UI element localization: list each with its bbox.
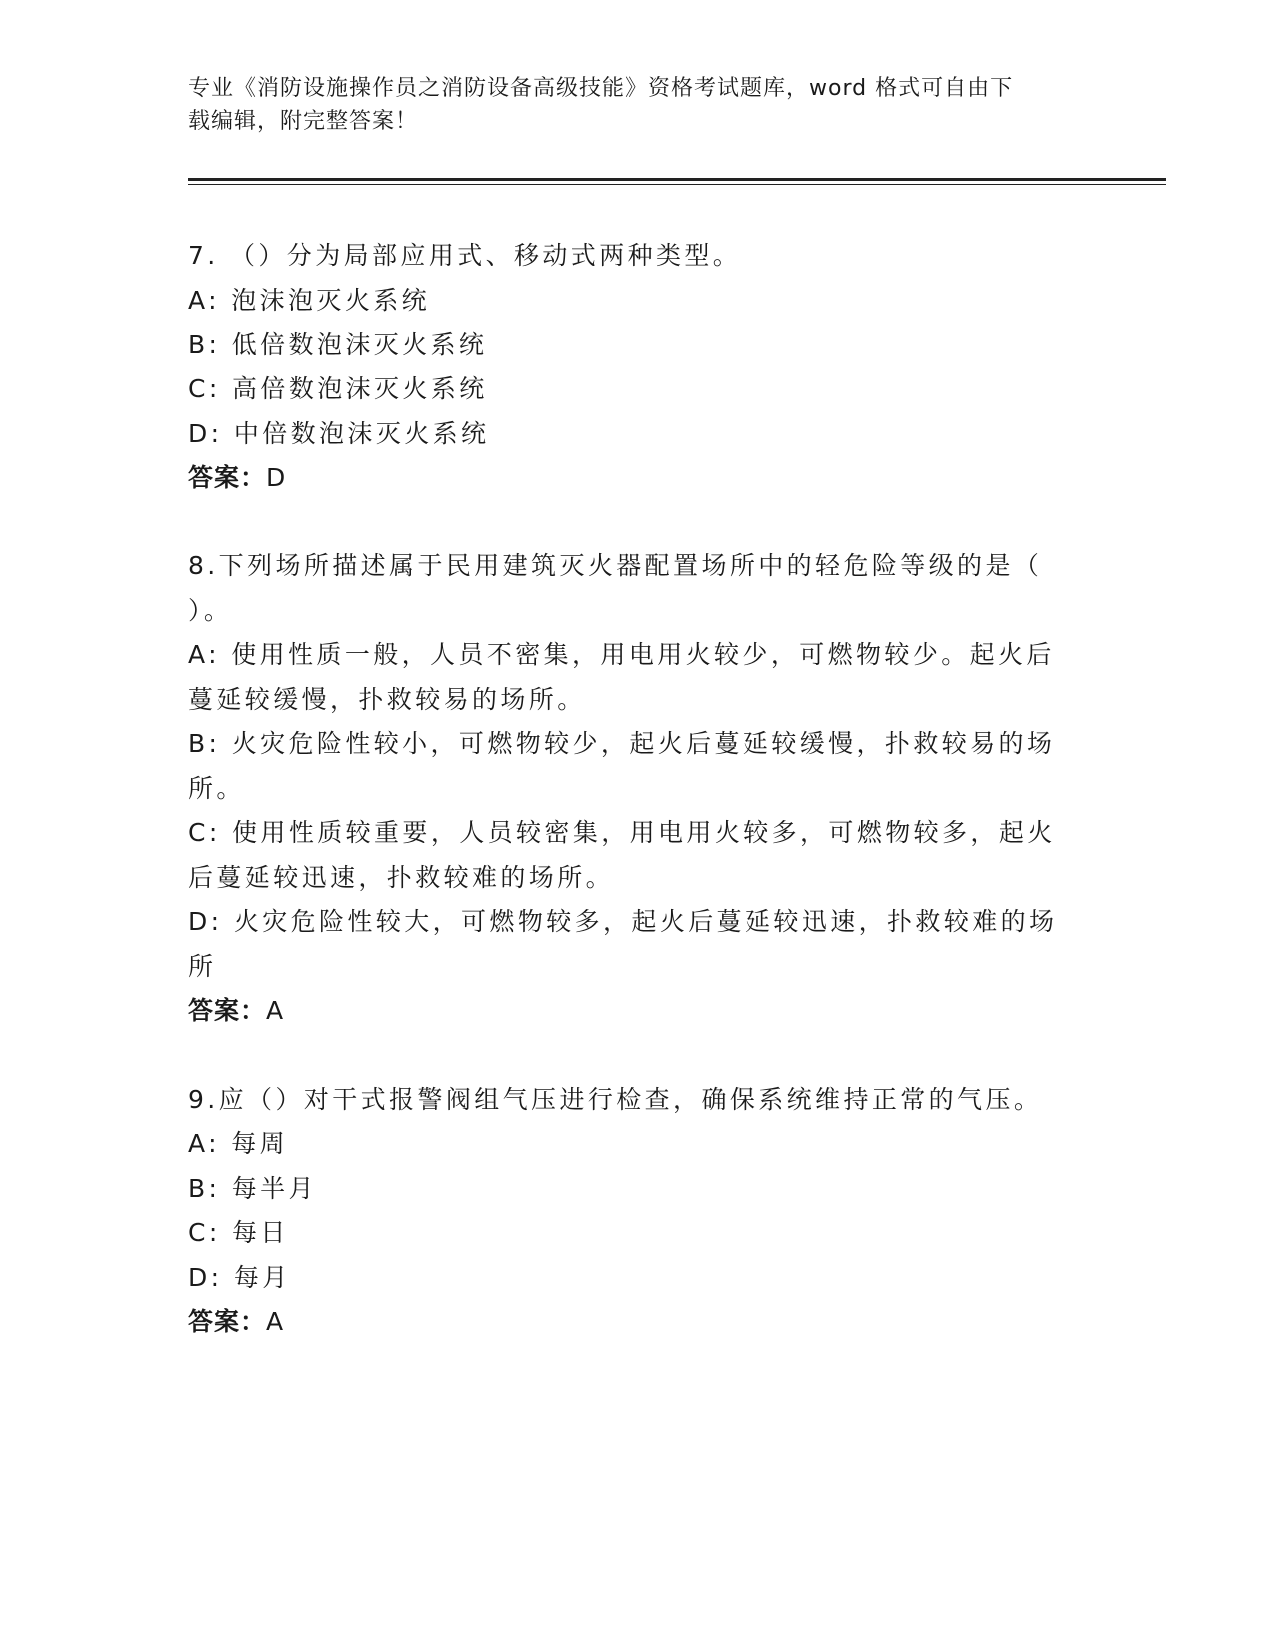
question-8-option-c-cont: 后蔓延较迅速，扑救较难的场所。 (188, 863, 615, 892)
question-9-stem: 9.应（）对干式报警阀组气压进行检查，确保系统维持正常的气压。 (188, 1085, 1043, 1114)
question-8-option-c: C: 使用性质较重要，人员较密集，用电用火较多，可燃物较多，起火 (188, 818, 1056, 847)
question-7-stem: 7. （）分为局部应用式、移动式两种类型。 (188, 241, 742, 270)
question-9-option-a: A: 每周 (188, 1129, 289, 1158)
answer-label: 答案： (188, 996, 267, 1025)
answer-label: 答案： (188, 463, 267, 492)
header-divider-thick (188, 178, 1166, 181)
answer-value: A (266, 1307, 285, 1336)
question-9-option-b: B: 每半月 (188, 1174, 317, 1203)
question-8-stem: 8.下列场所描述属于民用建筑灭火器配置场所中的轻危险等级的是（ (188, 551, 1043, 580)
question-8-option-b: B: 火灾危险性较小，可燃物较少，起火后蔓延较缓慢，扑救较易的场 (188, 729, 1056, 758)
answer-value: D (266, 463, 287, 492)
question-7-option-c: C: 高倍数泡沫灭火系统 (188, 374, 488, 403)
question-8-option-b-cont: 所。 (188, 774, 245, 803)
question-8-answer (188, 988, 284, 1034)
question-7-option-a: A: 泡沫泡灭火系统 (188, 286, 431, 315)
question-8-stem-cont: ）。 (188, 596, 233, 625)
header-divider-thin (188, 184, 1166, 185)
question-8-option-d: D: 火灾危险性较大，可燃物较多，起火后蔓延较迅速，扑救较难的场 (188, 907, 1058, 936)
header-line-1: 专业《消防设施操作员之消防设备高级技能》资格考试题库，word 格式可自由下 (188, 76, 1014, 101)
answer-value: A (266, 996, 285, 1025)
question-8-option-a: A: 使用性质一般，人员不密集，用电用火较少，可燃物较少。起火后 (188, 640, 1055, 669)
question-9-answer (188, 1299, 284, 1345)
question-9-option-d: D: 每月 (188, 1263, 291, 1292)
question-7-option-d: D: 中倍数泡沫灭火系统 (188, 419, 490, 448)
question-7-option-b: B: 低倍数泡沫灭火系统 (188, 330, 488, 359)
document-header (188, 72, 1088, 138)
question-8-option-a-cont: 蔓延较缓慢，扑救较易的场所。 (188, 685, 586, 714)
header-line-2: 载编辑，附完整答案！ (188, 109, 419, 134)
question-9-option-c: C: 每日 (188, 1218, 289, 1247)
question-8-option-d-cont: 所 (188, 952, 217, 981)
answer-label: 答案： (188, 1307, 267, 1336)
question-7-answer (188, 455, 286, 501)
